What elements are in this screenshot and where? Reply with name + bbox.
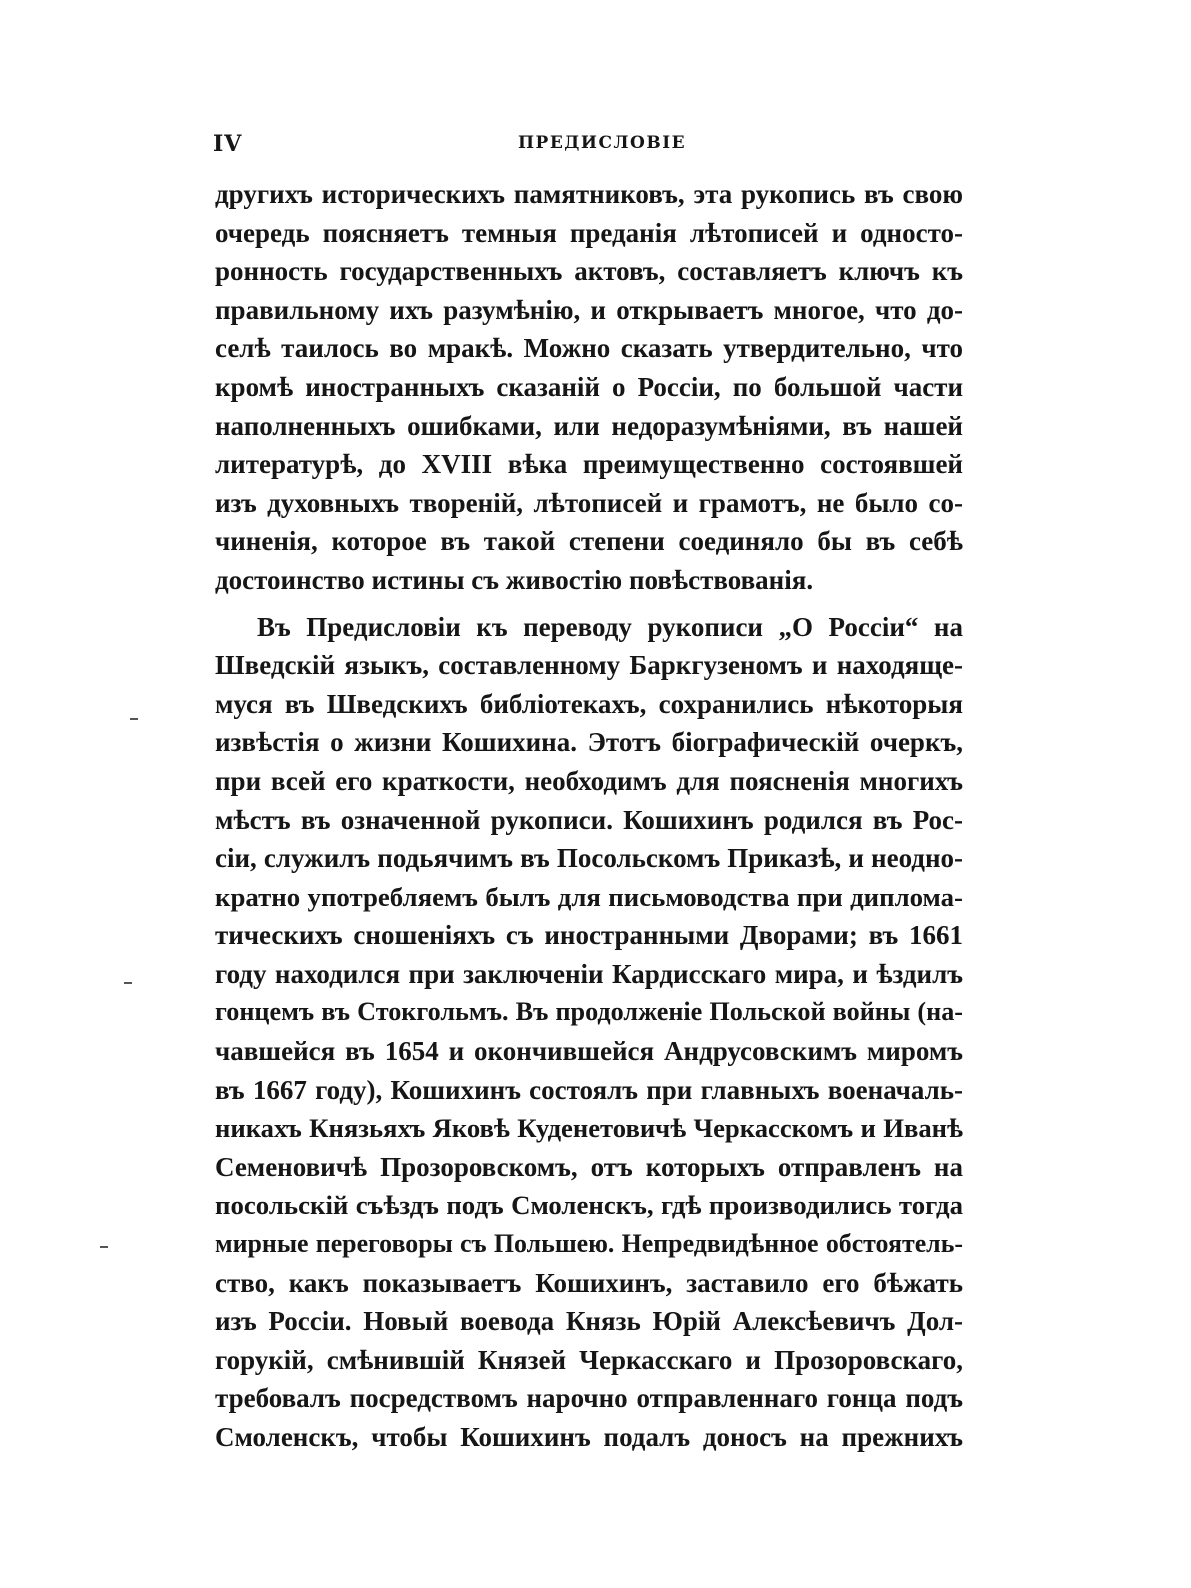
body-text: [215, 175, 963, 1457]
text-line: изъ Россіи. Новый воевода Князь Юрій Алексѣевичъ Дол-: [215, 1306, 963, 1337]
text-line: очередь поясняетъ темныя преданія лѣтописей и односто-: [215, 217, 963, 248]
text-line: мѣстъ въ означенной рукописи. Кошихинъ родился въ Рос-: [215, 804, 963, 835]
page-number: IV: [213, 131, 243, 157]
text-line: мирные переговоры съ Польшею. Непредвидѣнное обстоятель-: [215, 1229, 963, 1259]
text-line: наполненныхъ ошибками, или недоразумѣніями, въ нашей: [215, 410, 963, 441]
text-line: селѣ таилось во мракѣ. Можно сказать утвердительно, что: [215, 333, 963, 364]
text-line: сіи, служилъ подьячимъ въ Посольскомъ Приказѣ, и неодно-: [215, 843, 963, 874]
text-line: извѣстія о жизни Кошихина. Этотъ біографическій очеркъ,: [215, 727, 963, 758]
text-line: требовалъ посредствомъ нарочно отправленнаго гонца подъ: [215, 1383, 963, 1414]
paragraph-gap: [215, 600, 963, 608]
text-line: ство, какъ показываетъ Кошихинъ, заставило его бѣжать: [215, 1267, 963, 1298]
text-line: литературѣ, до XVIII вѣка преимущественно состоявшей: [215, 449, 963, 480]
text-line: году находился при заключеніи Кардисскаго мира, и ѣздилъ: [215, 958, 963, 989]
text-line: посольскій съѣздъ подъ Смоленскъ, гдѣ производились тогда: [215, 1190, 963, 1221]
text-line: Смоленскъ, чтобы Кошихинъ подалъ доносъ на прежнихъ: [215, 1422, 963, 1452]
text-line: изъ духовныхъ твореній, лѣтописей и грамотъ, не было со-: [215, 487, 963, 518]
text-line: другихъ историческихъ памятниковъ, эта рукопись въ свою: [215, 179, 963, 209]
scan-speck: [130, 718, 138, 720]
text-line: кромѣ иностранныхъ сказаній о Россіи, по большой части: [215, 371, 963, 402]
text-line: ронность государственныхъ актовъ, составляетъ ключъ къ: [215, 256, 963, 287]
text-line: никахъ Князьяхъ Яковѣ Куденетовичѣ Черкасскомъ и Иванѣ: [215, 1113, 963, 1144]
text-line: гонцемъ въ Стокгольмъ. Въ продолженіе Польской войны (на-: [215, 997, 963, 1027]
text-line: кратно употребляемъ былъ для письмоводства при диплома-: [215, 881, 963, 912]
text-line: тическихъ сношеніяхъ съ иностранными Дворами; въ 1661: [215, 920, 963, 951]
scan-speck: [100, 1246, 108, 1248]
scan-speck: [124, 982, 132, 984]
text-line: Шведскій языкъ, составленному Баркгузеномъ и находяще-: [215, 650, 963, 681]
text-line: горукій, смѣнившій Князей Черкасскаго и Прозоровскаго,: [215, 1344, 963, 1375]
text-line: достоинство истины съ живостію повѣствованія.: [215, 564, 814, 595]
text-line: Въ Предисловіи къ переводу рукописи „О Россіи“ на: [257, 611, 963, 642]
text-line: въ 1667 году), Кошихинъ состоялъ при главныхъ военачаль-: [215, 1074, 963, 1105]
text-line: правильному ихъ разумѣнію, и открываетъ многое, что до-: [215, 294, 963, 325]
text-line: при всей его краткости, необходимъ для поясненія многихъ: [215, 765, 963, 796]
text-line: чавшейся въ 1654 и окончившейся Андрусовскимъ миромъ: [215, 1036, 963, 1067]
text-line: муся въ Шведскихъ библіотекахъ, сохранились нѣкоторыя: [215, 688, 963, 719]
text-line: Семеновичѣ Прозоровскомъ, отъ которыхъ отправленъ на: [215, 1151, 963, 1182]
text-line: чиненія, которое въ такой степени соединяло бы въ себѣ: [215, 526, 963, 557]
running-title: ПРЕДИСЛОВІЕ: [518, 133, 687, 153]
